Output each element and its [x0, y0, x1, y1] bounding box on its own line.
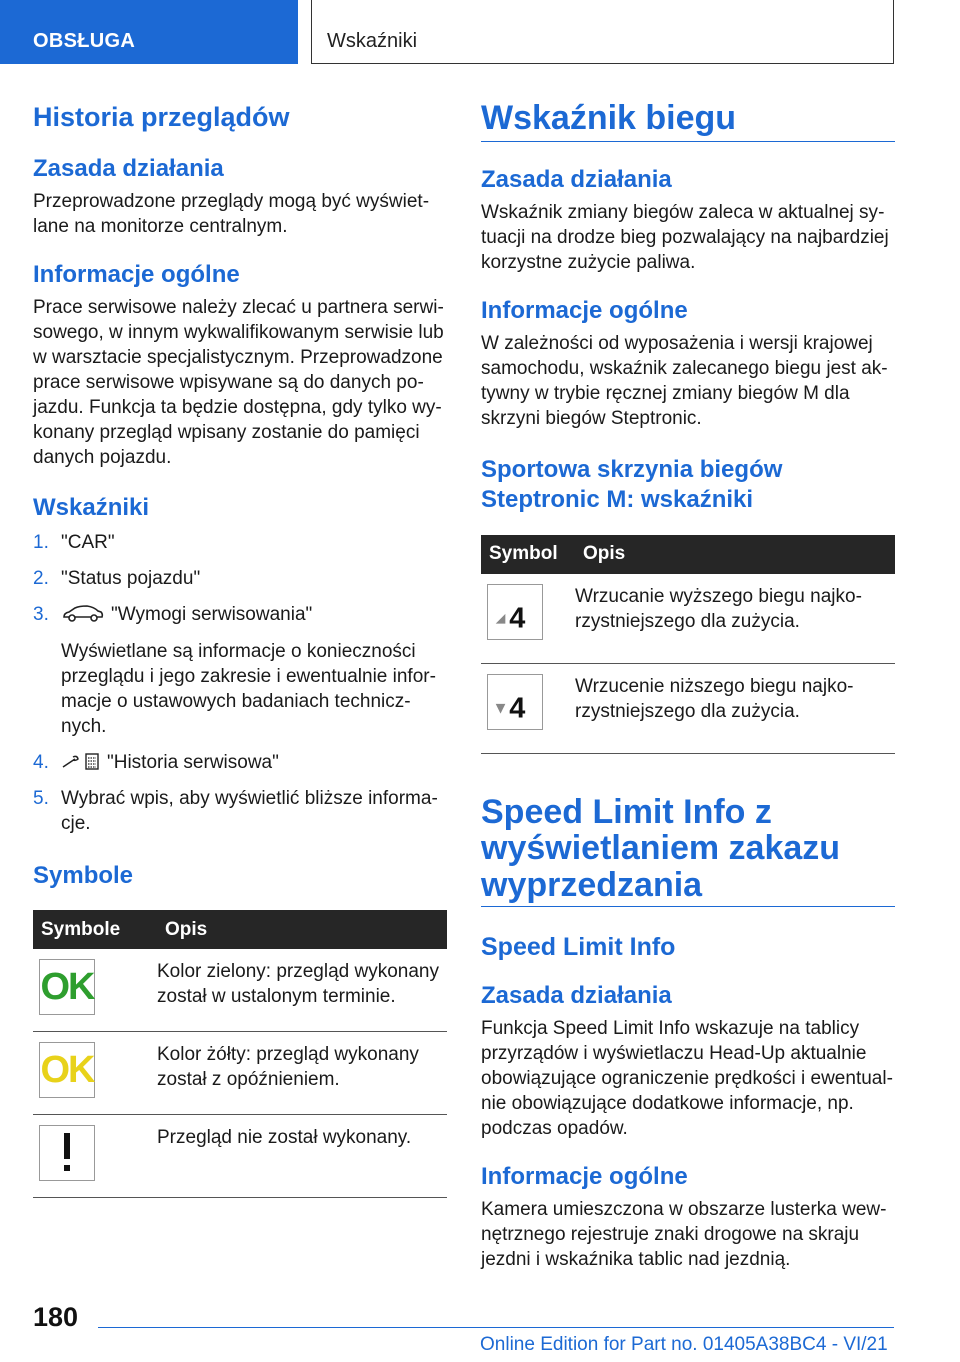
service-history-title: Historia przeglądów: [33, 102, 290, 132]
table-cell: Kolor żółty: przegląd wykonany został z opóźnieniem.: [157, 1032, 447, 1115]
gear-indicator-title: Wskaźnik biegu: [481, 99, 737, 137]
left-principle-text: Przeprowadzone przeglądy mogą być wyświetlane na monitorze centralnym.: [33, 191, 430, 237]
list-item: 4. "Historia serwisowa": [33, 752, 279, 773]
exclamation-icon: [39, 1125, 95, 1181]
speed-principle-heading: Zasada działania: [481, 981, 672, 1009]
table-row: [33, 1115, 447, 1198]
gear-down-icon: [487, 674, 543, 730]
symbols-heading: Symbole: [33, 862, 134, 889]
chapter-label: Wskaźniki: [327, 30, 418, 52]
left-general-text: Prace serwisowe należy zlecać u partnera serwisowego, w innym wykwalifikowanym serwisie lub w warsztacie specjalistycznym. Przeprowadzone prace serwisowe wpisywane są do danych pojazdu. Funkcja ta będzie dostępna, gdy tylko wykonany przegląd wpisany zostanie do pamięci danych pojazdu.: [33, 297, 444, 468]
left-principle-heading: Zasada działania: [33, 155, 224, 182]
right-principle-text: Wskaźnik zmiany biegów zaleca w aktualnej sytuacji na drodze bieg pozwalający na najbardziej korzystne zużycie paliwa.: [481, 201, 889, 273]
column-header: Symbole: [33, 910, 157, 949]
ok-green-icon: OK: [39, 959, 95, 1015]
table-row: [481, 663, 895, 753]
right-principle-heading: Zasada działania: [481, 165, 672, 193]
table-cell: Wrzucanie wyższego biegu najkorzystniejszego dla zużycia.: [575, 574, 895, 664]
column-header: Opis: [575, 535, 895, 574]
right-general-text: W zależności od wyposażenia i wersji krajowej samochodu, wskaźnik zalecanego biegu jest aktywny w trybie ręcznej zmiany biegów M dla skrzyni biegów Steptronic.: [481, 332, 888, 429]
list-item: 2. "Status pojazdu": [33, 568, 201, 589]
svg-text:4: 4: [509, 692, 526, 725]
table-row: [33, 949, 447, 1032]
right-general-heading: Informacje ogólne: [481, 296, 688, 324]
ok-yellow-icon: OK: [39, 1042, 95, 1098]
table-header-row: [33, 910, 447, 949]
footer-divider: [98, 1327, 894, 1328]
section-tab: [0, 0, 298, 64]
table-row: [33, 1032, 447, 1115]
table-header-row: [481, 535, 895, 574]
page-number: 180: [33, 1302, 79, 1332]
left-general-heading: Informacje ogólne: [33, 261, 240, 288]
symbols-table: [33, 910, 447, 1198]
column-header: Symbol: [481, 535, 575, 574]
speed-principle-text: Funkcja Speed Limit Info wskazuje na tablicy przyrządów i wyświetlaczu Head-Up aktualnie obowiązujące ograniczenie prędkości i ewentualnie obowiązujące dodatkowe informacje, np. podczas opadów.: [481, 1017, 893, 1139]
speed-general-text: Kamera umieszczona w obszarze lusterka wewnętrznego rejestruje znaki drogowe na skraju jezdni i wskaźnika tablic nad jezdnią.: [481, 1198, 887, 1270]
speed-limit-subtitle: Speed Limit Info: [481, 932, 676, 961]
edition-note: Online Edition for Part no. 01405A38BC4 - VI/21: [480, 1334, 888, 1355]
right-column: [481, 100, 895, 1272]
svg-text:4: 4: [509, 602, 526, 635]
table-cell: Wrzucenie niższego biegu najkorzystniejszego dla zużycia.: [575, 663, 895, 753]
table-row: [481, 574, 895, 664]
gear-up-icon: [487, 584, 543, 640]
indicators-heading: Wskaźniki: [33, 494, 150, 521]
service-history-icon: [61, 751, 101, 771]
left-column: [33, 100, 447, 1198]
table-cell: Przegląd nie został wykonany.: [157, 1115, 447, 1198]
gear-indicator-title-block: [481, 100, 895, 142]
table-cell: Kolor zielony: przegląd wykonany został w ustalonym terminie.: [157, 949, 447, 1032]
indicators-list: [33, 530, 447, 836]
steptronic-heading: Sportowa skrzynia biegów Steptronic M: wskaźniki: [481, 455, 783, 513]
gear-symbols-table: [481, 535, 895, 754]
chapter-tab: [311, 0, 894, 64]
car-icon: [61, 605, 105, 623]
list-item: 1. "CAR": [33, 532, 115, 553]
speed-limit-title-block: [481, 794, 895, 907]
list-item: 3. "Wymogi serwisowania" Wyświetlane są informacje o konieczności przeglądu i jego zakresie i ewentualnie informacje o ustawowych badaniach technicznych.: [33, 604, 436, 737]
speed-limit-title: Speed Limit Info z wyświetlaniem zakazu wyprzedzania: [481, 792, 841, 905]
section-label: OBSŁUGA: [33, 30, 136, 52]
column-header: Opis: [157, 910, 447, 949]
speed-general-heading: Informacje ogólne: [481, 1162, 688, 1190]
list-item: 5. Wybrać wpis, aby wyświetlić bliższe informacje.: [33, 788, 438, 834]
